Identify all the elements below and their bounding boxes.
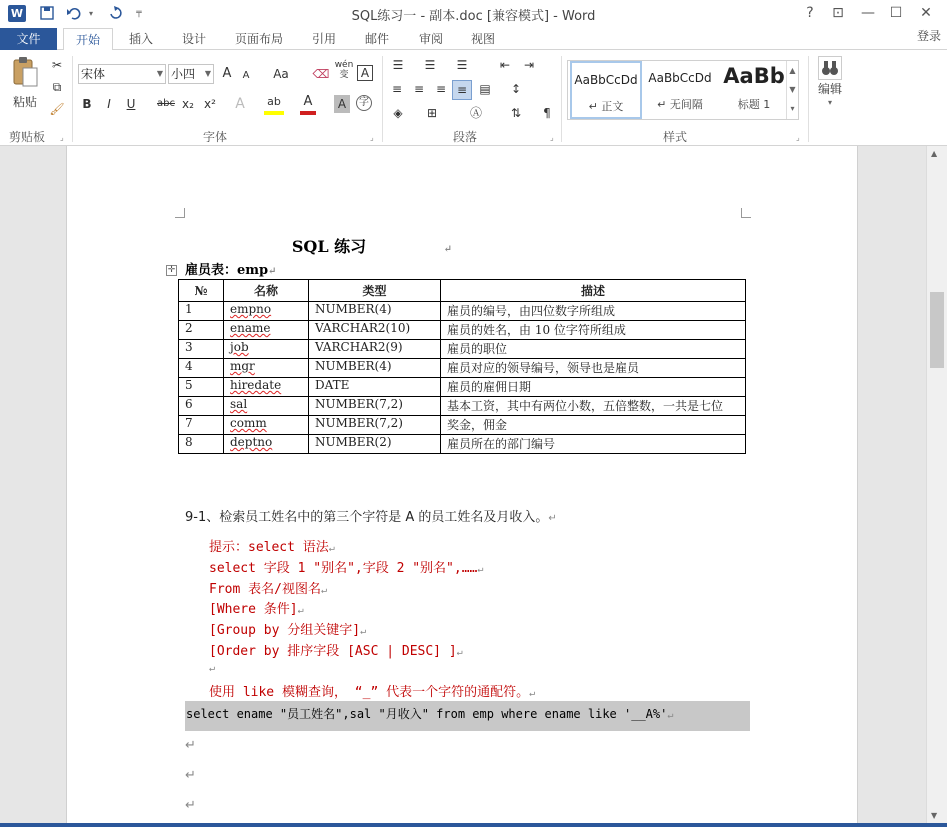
paragraph-mark: ↵ bbox=[185, 798, 196, 813]
emp-table bbox=[178, 279, 746, 454]
paragraph-mark: ↵ bbox=[185, 738, 196, 753]
scroll-up-icon[interactable]: ▲ bbox=[931, 149, 938, 158]
minimize-button[interactable]: — bbox=[861, 5, 875, 21]
cell-type bbox=[309, 340, 441, 359]
cell-type bbox=[309, 416, 441, 435]
superscript-button[interactable]: x² bbox=[204, 97, 216, 111]
cell-text: NUMBER(4) bbox=[315, 302, 392, 316]
hint-text: select 字段 1 "别名",字段 2 "别名",…… bbox=[209, 561, 478, 576]
hint-line bbox=[209, 660, 215, 675]
cell-no bbox=[179, 340, 224, 359]
hint-line bbox=[209, 640, 463, 659]
highlight-color-icon[interactable]: ab bbox=[264, 93, 284, 115]
font-name-value: 宋体 bbox=[81, 67, 106, 81]
ribbon-home bbox=[0, 50, 947, 146]
paragraph-mark: ↵ bbox=[477, 564, 484, 575]
ribbon-tabs bbox=[0, 28, 947, 50]
cell-text: NUMBER(4) bbox=[315, 359, 392, 373]
cell-text: NUMBER(7,2) bbox=[315, 397, 403, 411]
underline-button[interactable]: U bbox=[126, 97, 136, 111]
font-name-combo[interactable] bbox=[78, 64, 166, 84]
table-row bbox=[179, 397, 746, 416]
table-row bbox=[179, 378, 746, 397]
maximize-button[interactable]: ☐ bbox=[889, 5, 903, 21]
table-row bbox=[179, 435, 746, 454]
editing-button[interactable] bbox=[812, 56, 848, 126]
divider bbox=[382, 56, 383, 142]
header-no: № bbox=[179, 280, 224, 302]
cell-no bbox=[179, 378, 224, 397]
italic-button[interactable]: I bbox=[107, 97, 111, 111]
style-heading-1[interactable] bbox=[718, 61, 790, 119]
cell-type bbox=[309, 378, 441, 397]
tab-review[interactable]: 审阅 bbox=[418, 32, 443, 46]
cell-text: VARCHAR2(9) bbox=[315, 340, 403, 354]
margin-corner-mark bbox=[741, 208, 751, 218]
cell-text: 奖金，佣金 bbox=[447, 418, 508, 432]
clipboard-icon bbox=[11, 77, 39, 91]
hint-text: 使用 like 模糊查询， “_” 代表一个字符的通配符。 bbox=[209, 685, 530, 700]
strikethrough-button[interactable]: abc bbox=[157, 98, 175, 109]
cell-text: NUMBER(7,2) bbox=[315, 416, 403, 430]
cell-no bbox=[179, 321, 224, 340]
font-launcher-icon[interactable]: ⌟ bbox=[370, 133, 374, 142]
format-painter-icon[interactable]: 🖌 bbox=[49, 102, 65, 116]
clipboard-launcher-icon[interactable]: ⌟ bbox=[60, 133, 64, 142]
subscript-button[interactable]: x₂ bbox=[182, 97, 194, 111]
phonetic-guide-button[interactable] bbox=[334, 60, 354, 80]
table-row bbox=[179, 340, 746, 359]
word-logo-icon[interactable]: W bbox=[8, 5, 26, 22]
tab-page-layout[interactable]: 页面布局 bbox=[234, 32, 283, 46]
cell-name bbox=[224, 359, 309, 378]
cell-name bbox=[224, 378, 309, 397]
tab-references[interactable]: 引用 bbox=[311, 32, 336, 46]
cell-desc bbox=[441, 378, 746, 397]
style-normal[interactable] bbox=[570, 61, 642, 119]
tab-insert[interactable]: 插入 bbox=[128, 32, 153, 46]
cell-text: 2 bbox=[185, 321, 193, 335]
ribbon-display-options-button[interactable]: ⊡ bbox=[832, 5, 844, 21]
justify-icon[interactable]: ≡ bbox=[452, 80, 472, 100]
table-header-row bbox=[179, 280, 746, 302]
cell-text: 5 bbox=[185, 378, 193, 392]
hint-line bbox=[209, 578, 327, 597]
cell-desc bbox=[441, 302, 746, 321]
cell-text: VARCHAR2(10) bbox=[315, 321, 411, 335]
style-no-spacing[interactable] bbox=[644, 61, 716, 119]
hint-text: [Order by 排序字段 [ASC | DESC] ] bbox=[209, 644, 457, 659]
paragraph-mark: ↵ bbox=[328, 543, 335, 554]
chevron-down-icon: ▼ bbox=[156, 69, 163, 78]
hint-text: From 表名/视图名 bbox=[209, 582, 321, 597]
style-sample: AaBb bbox=[723, 64, 785, 88]
question-text bbox=[185, 506, 557, 525]
cell-no bbox=[179, 435, 224, 454]
scroll-thumb[interactable] bbox=[930, 292, 944, 368]
cell-name bbox=[224, 321, 309, 340]
line-spacing-icon[interactable]: ↕ bbox=[510, 82, 522, 96]
tab-home[interactable]: 开始 bbox=[63, 28, 113, 51]
cell-text: NUMBER(2) bbox=[315, 435, 392, 449]
styles-group-label: 样式 bbox=[662, 130, 687, 144]
cell-text: ename bbox=[230, 321, 271, 335]
customize-qat-icon[interactable]: ╤ bbox=[136, 8, 142, 18]
cell-name bbox=[224, 302, 309, 321]
clipboard-group-label: 剪贴板 bbox=[8, 130, 45, 144]
header-name: 名称 bbox=[224, 280, 309, 302]
show-marks-icon[interactable]: ¶ bbox=[543, 106, 551, 120]
tab-view[interactable]: 视图 bbox=[470, 32, 495, 46]
cell-name bbox=[224, 435, 309, 454]
paragraph-mark: ↵ bbox=[209, 663, 216, 674]
cell-no bbox=[179, 397, 224, 416]
styles-gallery bbox=[567, 60, 799, 120]
cell-no bbox=[179, 416, 224, 435]
cell-text: 4 bbox=[185, 359, 193, 373]
header-desc: 描述 bbox=[441, 280, 746, 302]
cell-text: 雇员的职位 bbox=[447, 342, 508, 356]
shading-icon[interactable]: ◈ bbox=[393, 106, 403, 120]
font-group-label: 字体 bbox=[202, 130, 227, 144]
paragraph-mark: ↵ bbox=[667, 710, 674, 721]
enclose-characters-icon[interactable]: 字 bbox=[356, 95, 372, 111]
hint-text: [Group by 分组关键字] bbox=[209, 623, 361, 638]
cell-no bbox=[179, 359, 224, 378]
align-right-icon[interactable]: ≡ bbox=[435, 82, 447, 96]
sort-icon[interactable]: ⇅ bbox=[510, 106, 522, 120]
tab-file[interactable]: 文件 bbox=[0, 28, 57, 50]
margin-corner-mark bbox=[175, 208, 185, 218]
document-area bbox=[0, 146, 926, 823]
heading-text: SQL 练习 bbox=[291, 237, 367, 256]
align-center-icon[interactable]: ≡ bbox=[413, 82, 425, 96]
hint-line bbox=[209, 536, 335, 555]
bullets-icon[interactable]: ☰ bbox=[392, 58, 404, 72]
divider bbox=[72, 56, 73, 142]
shrink-font-button[interactable]: A bbox=[242, 70, 250, 81]
cell-text: 7 bbox=[185, 416, 193, 430]
decrease-indent-icon[interactable]: ⇤ bbox=[499, 58, 511, 72]
table-row bbox=[179, 416, 746, 435]
sql-text: select ename "员工姓名",sal "月收入" from emp where ename like '__A%' bbox=[186, 707, 668, 721]
styles-launcher-icon[interactable]: ⌟ bbox=[796, 133, 800, 142]
status-bar-edge bbox=[0, 823, 947, 827]
style-sample: AaBbCcDd bbox=[574, 73, 638, 87]
cell-text: hiredate bbox=[230, 378, 282, 392]
undo-dropdown-icon[interactable]: ▾ bbox=[88, 8, 93, 18]
cell-text: 雇员的雇佣日期 bbox=[447, 380, 532, 394]
cell-text: 雇员对应的领导编号，领导也是雇员 bbox=[447, 361, 640, 375]
cell-text: 雇员的姓名，由 10 位字符所组成 bbox=[447, 323, 626, 337]
cell-text: 基本工资，其中有两位小数，五倍整数，一共是七位 bbox=[447, 399, 724, 413]
styles-scroll[interactable]: ▲ ▼ ▾ bbox=[786, 61, 798, 119]
divider bbox=[561, 56, 562, 142]
cell-type bbox=[309, 435, 441, 454]
cell-desc bbox=[441, 321, 746, 340]
font-size-value: 小四 bbox=[171, 67, 196, 81]
sign-in-link[interactable]: 登录 bbox=[916, 29, 941, 43]
sql-statement-selected bbox=[185, 701, 750, 731]
table-caption bbox=[185, 259, 277, 278]
paragraph-mark: ↵ bbox=[297, 605, 304, 616]
close-button[interactable]: ✕ bbox=[920, 5, 932, 21]
paste-button[interactable] bbox=[8, 56, 42, 116]
distributed-icon[interactable]: ▤ bbox=[479, 82, 491, 96]
cell-text: mgr bbox=[230, 359, 255, 373]
character-border-button[interactable]: A bbox=[357, 65, 373, 81]
cell-desc bbox=[441, 340, 746, 359]
cut-icon[interactable]: ✂ bbox=[51, 58, 63, 72]
table-row bbox=[179, 359, 746, 378]
cell-text: comm bbox=[230, 416, 267, 430]
document-heading bbox=[0, 234, 857, 257]
cell-text: 雇员的编号，由四位数字所组成 bbox=[447, 304, 616, 318]
table-move-handle-icon[interactable]: ✛ bbox=[167, 265, 176, 275]
cell-text: 6 bbox=[185, 397, 193, 411]
font-size-combo[interactable] bbox=[168, 64, 214, 84]
cell-desc bbox=[441, 359, 746, 378]
cell-text: sal bbox=[230, 397, 248, 411]
vertical-scrollbar[interactable] bbox=[926, 146, 947, 823]
hint-line bbox=[209, 557, 483, 576]
paragraph-mark: ↵ bbox=[185, 768, 196, 783]
cell-desc bbox=[441, 435, 746, 454]
change-case-button[interactable]: Aa bbox=[273, 67, 289, 81]
paragraph-mark: ↵ bbox=[320, 585, 327, 596]
cell-text: deptno bbox=[230, 435, 273, 449]
chinese-layout-icon[interactable]: Ⓐ bbox=[469, 106, 482, 120]
cell-desc bbox=[441, 397, 746, 416]
divider bbox=[808, 56, 809, 142]
scroll-down-icon[interactable]: ▼ bbox=[931, 811, 938, 820]
text-effects-icon[interactable]: A bbox=[235, 96, 245, 112]
paragraph-group-label: 段落 bbox=[452, 130, 477, 144]
cell-type bbox=[309, 397, 441, 416]
header-type: 类型 bbox=[309, 280, 441, 302]
numbering-icon[interactable]: ☰ bbox=[424, 58, 436, 72]
borders-icon[interactable]: ⊞ bbox=[426, 106, 438, 120]
caption-text: 雇员表：emp bbox=[185, 263, 269, 278]
style-name: 标题 1 bbox=[737, 98, 771, 111]
editing-label: 编辑 bbox=[817, 82, 842, 96]
hint-text: [Where 条件] bbox=[209, 602, 298, 617]
cell-text: DATE bbox=[315, 378, 350, 392]
chevron-down-icon: ▼ bbox=[204, 69, 211, 78]
chevron-down-icon: ▾ bbox=[827, 98, 832, 107]
paragraph-mark: ↵ bbox=[456, 647, 463, 658]
question-label: 9-1、检索员工姓名中的第三个字符是 A 的员工姓名及月收入。 bbox=[185, 510, 549, 525]
paragraph-mark: ↵ bbox=[548, 513, 557, 524]
table-row bbox=[179, 321, 746, 340]
style-name: ↵ 正文 bbox=[588, 100, 624, 113]
title-bar bbox=[0, 0, 947, 28]
style-name: ↵ 无间隔 bbox=[657, 98, 703, 111]
increase-indent-icon[interactable]: ⇥ bbox=[523, 58, 535, 72]
cell-name bbox=[224, 340, 309, 359]
table-body bbox=[179, 302, 746, 454]
grow-font-button[interactable]: A bbox=[222, 66, 232, 81]
help-button[interactable]: ? bbox=[806, 5, 814, 21]
hint-text: 提示：select 语法 bbox=[209, 540, 329, 555]
binoculars-icon bbox=[818, 56, 842, 80]
cell-text: 雇员所在的部门编号 bbox=[447, 437, 556, 451]
cell-type bbox=[309, 302, 441, 321]
phonetic-char: 变 bbox=[339, 70, 349, 80]
cell-text: job bbox=[230, 340, 249, 354]
hint-line bbox=[209, 598, 304, 617]
paragraph-mark: ↵ bbox=[529, 688, 536, 699]
font-color-icon[interactable]: A bbox=[300, 93, 316, 115]
clear-formatting-icon[interactable]: ⌫ bbox=[312, 67, 330, 81]
tab-design[interactable]: 设计 bbox=[181, 32, 206, 46]
cell-type bbox=[309, 321, 441, 340]
cell-text: empno bbox=[230, 302, 272, 316]
cell-type bbox=[309, 359, 441, 378]
style-sample: AaBbCcDd bbox=[648, 71, 712, 85]
cell-name bbox=[224, 397, 309, 416]
character-shading-icon[interactable]: A bbox=[334, 95, 350, 113]
cell-desc bbox=[441, 416, 746, 435]
paragraph-launcher-icon[interactable]: ⌟ bbox=[550, 133, 554, 142]
paste-label: 粘贴 bbox=[12, 95, 37, 109]
cell-name bbox=[224, 416, 309, 435]
paragraph-mark: ↵ bbox=[268, 266, 277, 277]
paragraph-mark: ↵ bbox=[360, 626, 367, 637]
cell-text: 1 bbox=[185, 302, 193, 316]
cell-text: 8 bbox=[185, 435, 193, 449]
cell-text: 3 bbox=[185, 340, 193, 354]
align-left-icon[interactable]: ≡ bbox=[391, 82, 403, 96]
window-title: SQL练习一 - 副本.doc [兼容模式] - Word bbox=[351, 9, 596, 24]
copy-icon[interactable]: ⧉ bbox=[52, 80, 62, 94]
hint-line bbox=[209, 681, 535, 700]
bold-button[interactable]: B bbox=[82, 97, 92, 111]
phonetic-label: wén bbox=[334, 60, 354, 70]
table-row bbox=[179, 302, 746, 321]
multilevel-list-icon[interactable]: ☰ bbox=[456, 58, 468, 72]
cell-no bbox=[179, 302, 224, 321]
hint-line bbox=[209, 619, 366, 638]
page[interactable] bbox=[66, 146, 858, 823]
tab-mailings[interactable]: 邮件 bbox=[364, 32, 389, 46]
paragraph-mark: ↵ bbox=[443, 244, 453, 255]
